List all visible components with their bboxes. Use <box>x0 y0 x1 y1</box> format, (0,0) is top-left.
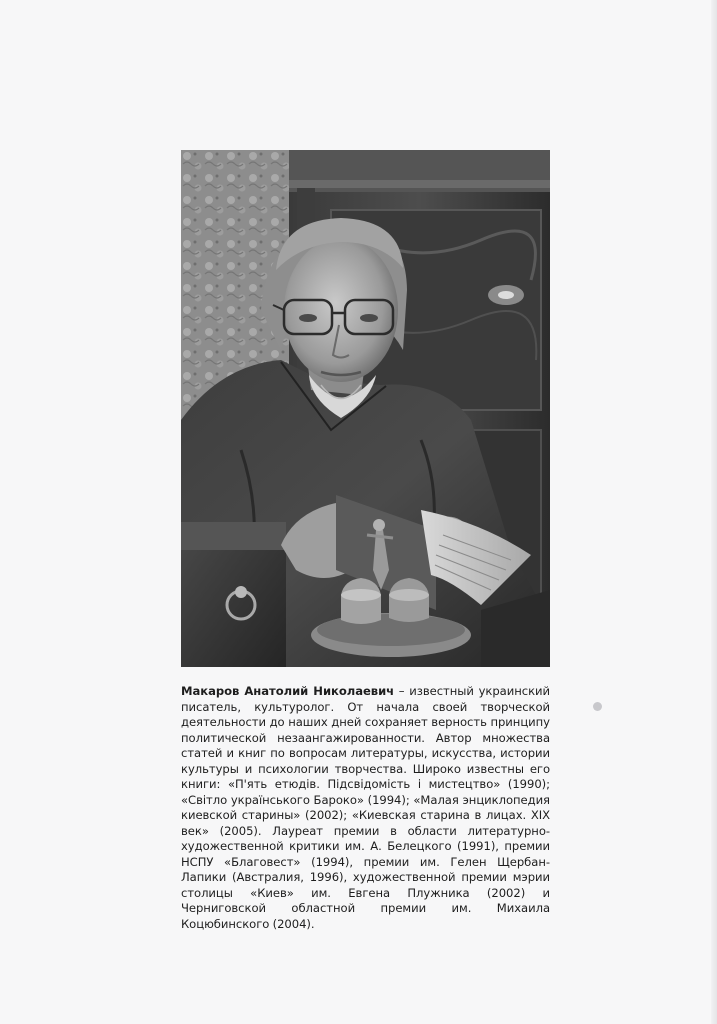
page-edge <box>711 0 717 1024</box>
scan-speck <box>593 702 602 711</box>
biography-caption <box>181 684 550 932</box>
author-name: Макаров Анатолий Николаевич <box>181 684 395 698</box>
biography-text: – известный украинский писатель, культуролог. От начала своей творческой деятельности до наших дней сохраняет верность принципу политической незаангажированности. Автор множества статей и книг по вопросам литературы, искусства, истории культуры и психологии творчества. Широко известны его книги: «П'ять етюдів. Підсвідомість і мистецтво» (1990); «Світло українського Бароко» (1994); «Малая энциклопедия киевской старины» (2002); «Киевская старина в лицах. XIX век» (2005). Лауреат премии в области литературно-художественной критики им. А. Белецкого (1991), премии НСПУ «Благовест» (1994), премии им. Гелен Щербан-Лапики (Австралия, 1996), художественной премии мэрии столицы «Киев» им. Евгена Плужника (2002) и Черниговской областной премии им. Михаила Коцюбинского (2004). <box>181 684 550 931</box>
portrait-photo <box>181 150 550 667</box>
